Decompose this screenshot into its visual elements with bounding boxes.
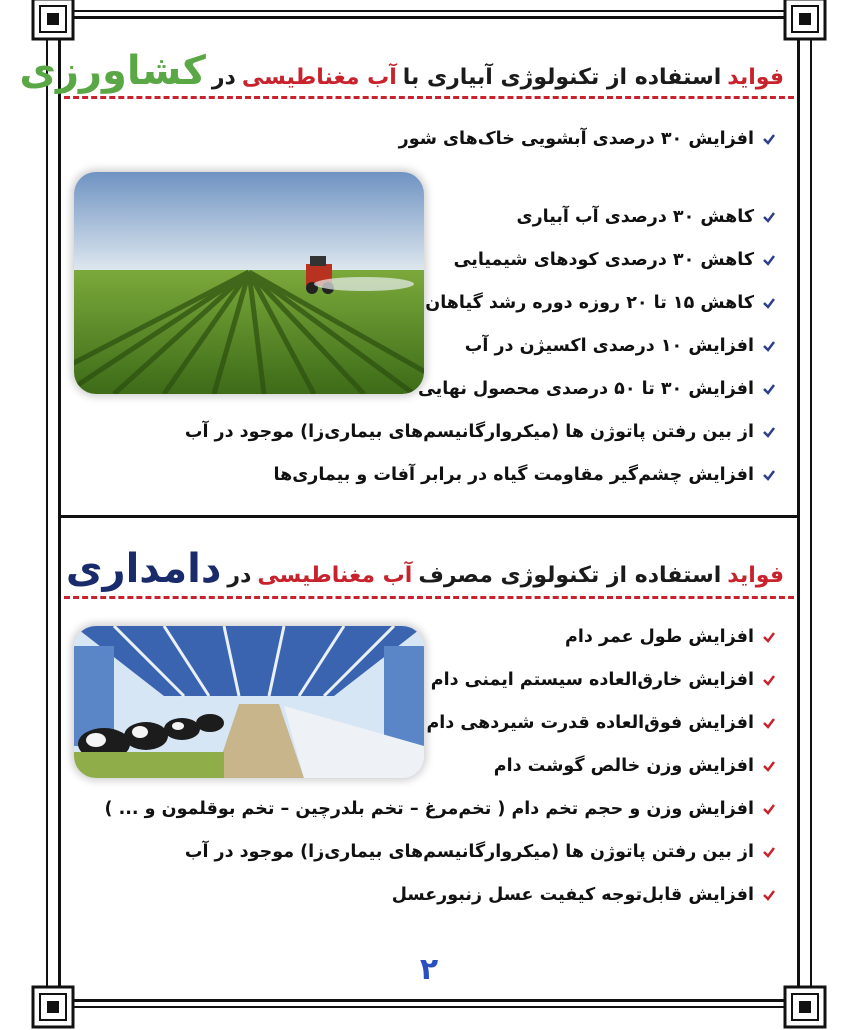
benefits-list-livestock bbox=[105, 626, 776, 906]
list-item bbox=[105, 755, 776, 777]
list-item bbox=[185, 128, 776, 150]
list-item-text: از بین رفتن پاتوژن ها (میکروارگانیسم‌های بیماری‌زا) موجود در آب bbox=[184, 842, 754, 862]
list-item bbox=[185, 206, 776, 228]
list-item bbox=[105, 798, 776, 820]
list-item-text: افزایش ۳۰ تا ۵۰ درصدی محصول نهایی bbox=[417, 379, 754, 399]
list-item-text: افزایش ۳۰ درصدی آبشویی خاک‌های شور bbox=[398, 129, 754, 149]
list-item bbox=[105, 712, 776, 734]
list-item bbox=[185, 335, 776, 357]
list-item bbox=[105, 669, 776, 691]
list-item-text: از بین رفتن پاتوژن ها (میکروارگانیسم‌های بیماری‌زا) موجود در آب bbox=[184, 422, 754, 442]
check-icon bbox=[762, 425, 776, 439]
list-item bbox=[185, 249, 776, 271]
check-icon bbox=[762, 888, 776, 902]
title-word: فواید bbox=[727, 65, 784, 90]
section-agriculture bbox=[19, 20, 796, 516]
list-item bbox=[185, 292, 776, 314]
title-word: در bbox=[211, 65, 236, 90]
title-highlight-word: دامداری bbox=[65, 546, 222, 592]
check-icon bbox=[762, 716, 776, 730]
list-item bbox=[185, 421, 776, 443]
list-item bbox=[105, 841, 776, 863]
list-item-text: کاهش ۳۰ درصدی کودهای شیمیایی bbox=[453, 250, 754, 270]
check-icon bbox=[762, 630, 776, 644]
check-icon bbox=[762, 759, 776, 773]
list-item bbox=[105, 626, 776, 648]
title-word: استفاده از تکنولوژی آبیاری با bbox=[402, 65, 722, 90]
list-item-text: افزایش وزن و حجم تخم دام ( تخم‌مرغ – تخم بلدرچین – تخم بوقلمون و ... ) bbox=[104, 799, 754, 819]
check-icon bbox=[762, 802, 776, 816]
list-item-text: افزایش خارق‌العاده سیستم ایمنی دام bbox=[430, 670, 754, 690]
check-icon bbox=[762, 845, 776, 859]
title-word: استفاده از تکنولوژی مصرف bbox=[418, 563, 722, 588]
section-title-agriculture bbox=[19, 48, 784, 94]
dashed-divider bbox=[64, 596, 794, 599]
title-word: در bbox=[227, 563, 252, 588]
list-item-text: کاهش ۱۵ تا ۲۰ روزه دوره رشد گیاهان bbox=[425, 293, 754, 313]
check-icon bbox=[762, 253, 776, 267]
list-item-text: افزایش وزن خالص گوشت دام bbox=[493, 756, 754, 776]
list-item bbox=[105, 884, 776, 906]
list-item-text: افزایش فوق‌العاده قدرت شیردهی دام bbox=[426, 713, 754, 733]
title-word: آب مغناطیسی bbox=[241, 65, 397, 90]
check-icon bbox=[762, 296, 776, 310]
title-highlight-word: کشاورزی bbox=[19, 48, 206, 94]
list-item-text: افزایش ۱۰ درصدی اکسیژن در آب bbox=[464, 336, 754, 356]
list-item-text: افزایش طول عمر دام bbox=[565, 627, 754, 647]
list-item-text: افزایش قابل‌توجه کیفیت عسل زنبورعسل bbox=[391, 885, 754, 905]
list-item bbox=[185, 378, 776, 400]
check-icon bbox=[762, 468, 776, 482]
benefits-list-agriculture bbox=[185, 128, 776, 486]
check-icon bbox=[762, 210, 776, 224]
list-item-text: کاهش ۳۰ درصدی آب آبیاری bbox=[516, 207, 754, 227]
title-word: فواید bbox=[727, 563, 784, 588]
page-number: ۲ bbox=[419, 952, 439, 987]
section-divider bbox=[60, 515, 798, 518]
check-icon bbox=[762, 382, 776, 396]
section-title-livestock bbox=[66, 546, 784, 592]
section-livestock bbox=[62, 520, 796, 998]
title-word: آب مغناطیسی bbox=[257, 563, 413, 588]
list-item bbox=[185, 464, 776, 486]
dashed-divider bbox=[64, 96, 794, 99]
check-icon bbox=[762, 132, 776, 146]
check-icon bbox=[762, 673, 776, 687]
check-icon bbox=[762, 339, 776, 353]
list-item-text: افزایش چشم‌گیر مقاومت گیاه در برابر آفات و بیماری‌ها bbox=[273, 465, 754, 485]
